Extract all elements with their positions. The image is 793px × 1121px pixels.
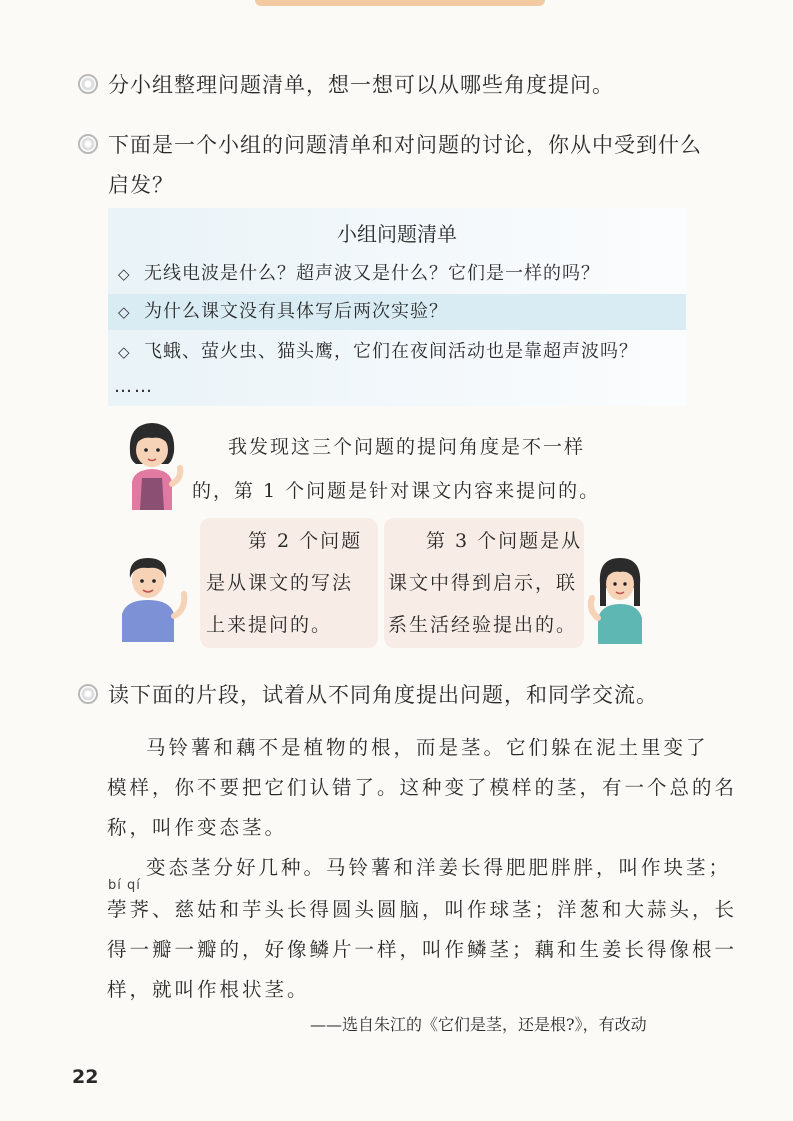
girl1-speech-line-1: 我发现这三个问题的提问角度是不一样 <box>228 436 586 458</box>
passage-p2-line-1: 变态茎分好几种。马铃薯和洋姜长得肥肥胖胖，叫作块茎； <box>146 856 732 879</box>
boy-speech-line-1: 第 2 个问题 <box>248 530 363 552</box>
diamond-icon: ◇ <box>118 265 130 283</box>
bullet-circle-icon <box>78 74 98 94</box>
boy-speech-line-2: 是从课文的写法 <box>206 572 354 594</box>
girl1-speech-line-2: 的，第 1 个问题是针对课文内容来提问的。 <box>192 480 601 502</box>
girl2-speech-line-2: 课文中得到启示，联 <box>388 572 578 594</box>
girl2-speech-line-3: 系生活经验提出的。 <box>388 614 578 636</box>
top-decoration <box>255 0 545 6</box>
question-text: 飞蛾、萤火虫、猫头鹰，它们在夜间活动也是靠超声波吗？ <box>144 341 638 362</box>
girl-with-ponytail-illustration <box>588 552 650 644</box>
instruction-1-text: 分小组整理问题清单，想一想可以从哪些角度提问。 <box>108 73 614 97</box>
page-number: 22 <box>72 1066 99 1088</box>
pinyin-annotation: bí qí <box>108 878 141 893</box>
passage-p2-line-4: 样，就叫作根状茎。 <box>107 978 310 1001</box>
question-list-title: 小组问题清单 <box>337 222 457 246</box>
question-item <box>108 294 686 330</box>
instruction-2-line-2: 启发？ <box>108 173 174 197</box>
question-list-box <box>108 208 686 406</box>
question-item <box>108 256 686 292</box>
boy-speech-line-3: 上来提问的。 <box>206 614 333 636</box>
passage-p2-line-3: 得一瓣一瓣的，好像鳞片一样，叫作鳞茎；藕和生姜长得像根一 <box>107 938 738 961</box>
question-text: 无线电波是什么？超声波又是什么？它们是一样的吗？ <box>144 263 600 284</box>
passage-p1-line-1: 马铃薯和藕不是植物的根，而是茎。它们躲在泥土里变了 <box>146 736 709 759</box>
passage-p1-line-3: 称，叫作变态茎。 <box>107 816 288 839</box>
passage-p1-line-2: 模样，你不要把它们认错了。这种变了模样的茎，有一个总的名 <box>107 776 738 799</box>
instruction-2-line-1: 下面是一个小组的问题清单和对问题的讨论，你从中受到什么 <box>108 133 702 157</box>
girl2-speech-line-1: 第 3 个问题是从 <box>426 530 583 552</box>
boy-avatar-illustration <box>114 550 196 642</box>
question-text: 为什么课文没有具体写后两次实验？ <box>144 301 448 322</box>
girl-avatar-illustration <box>118 418 188 510</box>
bullet-circle-icon <box>78 684 98 704</box>
diamond-icon: ◇ <box>118 303 130 321</box>
ellipsis: …… <box>114 376 154 397</box>
diamond-icon: ◇ <box>118 343 130 361</box>
instruction-3-text: 读下面的片段，试着从不同角度提出问题，和同学交流。 <box>108 683 658 707</box>
bullet-circle-icon <box>78 134 98 154</box>
passage-source: ——选自朱江的《它们是茎，还是根?》，有改动 <box>310 1015 647 1034</box>
passage-p2-line-2: 荸荠、慈姑和芋头长得圆头圆脑，叫作球茎；洋葱和大蒜头，长 <box>107 898 738 921</box>
question-item <box>108 334 686 370</box>
